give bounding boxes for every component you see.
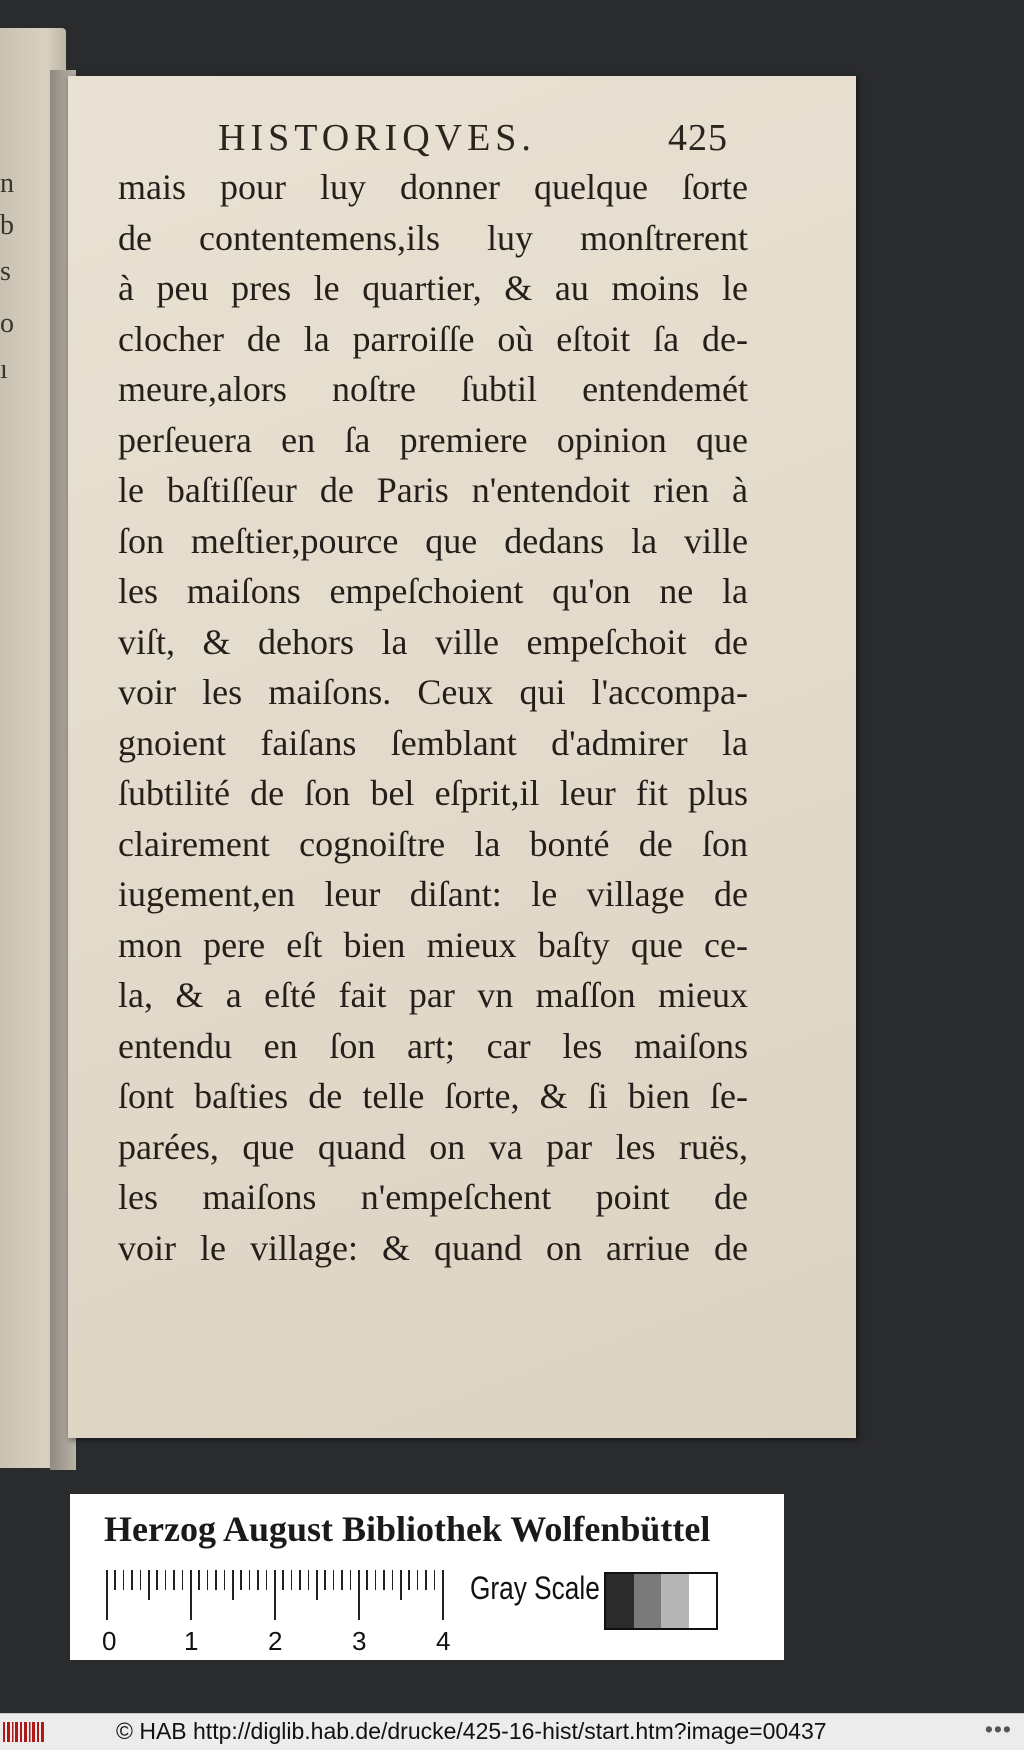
previous-page-fragment: s [0, 256, 11, 287]
ruler-tick [366, 1570, 368, 1590]
footer-bar [0, 1713, 1024, 1750]
gray-scale-swatches [604, 1572, 718, 1630]
page-number: 425 [668, 117, 728, 159]
text-line: entendu en ſon art; car les maiſons [118, 1025, 748, 1066]
ruler-tick [215, 1570, 217, 1590]
text-line: ſon meſtier,pource que dedans la ville [118, 520, 748, 561]
running-head [148, 116, 728, 162]
library-name: Herzog August Bibliothek Wolfenbüttel [104, 1509, 711, 1549]
ruler-tick [123, 1570, 125, 1590]
ruler-tick [358, 1570, 360, 1620]
ruler-tick [308, 1570, 310, 1590]
text-line: les maiſons n'empeſchent point de [118, 1177, 748, 1217]
ruler-tick [375, 1570, 377, 1590]
gray-scale-label: Gray Scale [470, 1570, 600, 1606]
text-line: le baſtiſſeur de Paris n'entendoit rien à [118, 470, 748, 510]
ruler-tick [274, 1570, 276, 1620]
ruler-number: 2 [268, 1626, 283, 1656]
text-line: gnoient faiſans ſemblant d'admirer la [118, 722, 748, 763]
gray-swatch [606, 1574, 634, 1628]
text-line: ſont baſties de telle ſorte, & ſi bien ſe- [118, 1076, 748, 1116]
ruler-tick [114, 1570, 116, 1590]
ruler-tick [156, 1570, 158, 1590]
text-line: la, & a eſté fait par vn maſſon mieux [118, 975, 748, 1015]
ruler-tick [282, 1570, 284, 1590]
copyright-url[interactable]: © HAB http://diglib.hab.de/drucke/425-16-hist/start.htm?image=00437 [116, 1718, 827, 1744]
ruler-tick [148, 1570, 150, 1600]
text-line: perſeuera en ſa premiere opinion que [118, 419, 748, 460]
text-line: mais pour luy donner quelque ſorte [118, 167, 748, 207]
ruler-tick [434, 1570, 436, 1590]
ruler-number: 0 [102, 1626, 117, 1656]
ruler-tick [165, 1570, 167, 1590]
ruler-tick [198, 1570, 200, 1590]
ruler-tick [291, 1570, 293, 1590]
text-line: à peu pres le quartier, & au moins le [118, 268, 748, 308]
archive-label [70, 1494, 784, 1660]
gray-swatch [689, 1574, 717, 1628]
ruler-tick [341, 1570, 343, 1590]
ruler-tick [224, 1570, 226, 1590]
ruler-tick [173, 1570, 175, 1590]
text-line: viſt, & dehors la ville empeſchoit de [118, 621, 748, 662]
ruler-tick [417, 1570, 419, 1590]
ruler-tick [392, 1570, 394, 1590]
text-line: clairement cognoiſtre la bonté de ſon [118, 823, 748, 864]
text-line: meure,alors noſtre ſubtil entendemét [118, 369, 748, 409]
ruler-tick [249, 1570, 251, 1590]
ruler-tick [442, 1570, 444, 1620]
gray-swatch [634, 1574, 662, 1628]
page-body-text [118, 162, 748, 1273]
ruler-tick [190, 1570, 192, 1620]
ruler-tick [408, 1570, 410, 1590]
ruler-tick [131, 1570, 133, 1590]
text-line: de contentemens,ils luy monſtrerent [118, 217, 748, 258]
previous-page-fragment: ı [0, 354, 8, 385]
previous-page-fragment: b [0, 210, 14, 241]
previous-page-fragment: o [0, 308, 14, 339]
ruler-number: 3 [352, 1626, 367, 1656]
text-line: iugement,en leur diſant: le village de [118, 874, 748, 914]
ruler-tick [232, 1570, 234, 1600]
more-dots-icon[interactable]: ••• [984, 1716, 1012, 1742]
ruler-tick [257, 1570, 259, 1590]
ruler-tick [140, 1570, 142, 1590]
ruler-tick [350, 1570, 352, 1590]
text-line: voir le village: & quand on arriue de [118, 1227, 748, 1268]
ruler-tick [266, 1570, 268, 1590]
ruler-tick [182, 1570, 184, 1590]
gray-swatch [661, 1574, 689, 1628]
ruler-tick [425, 1570, 427, 1590]
previous-page-fragment: n [0, 168, 14, 199]
ruler-tick [383, 1570, 385, 1590]
ruler-tick [324, 1570, 326, 1590]
running-title: HISTORIQVES. [218, 117, 536, 159]
ruler-tick [316, 1570, 318, 1600]
text-line: les maiſons empeſchoient qu'on ne la [118, 571, 748, 611]
scale-ruler [102, 1570, 456, 1656]
ruler-number: 1 [184, 1626, 199, 1656]
ruler-tick [106, 1570, 108, 1620]
text-line: ſubtilité de ſon bel eſprit,il leur fit plus [118, 773, 748, 813]
ruler-tick [400, 1570, 402, 1600]
ruler-tick [299, 1570, 301, 1590]
text-line: clocher de la parroiſſe où eſtoit ſa de- [118, 318, 748, 359]
ruler-tick [240, 1570, 242, 1590]
ruler-tick [207, 1570, 209, 1590]
ruler-number: 4 [436, 1626, 451, 1656]
text-line: mon pere eſt bien mieux baſty que ce- [118, 924, 748, 965]
ruler-tick [333, 1570, 335, 1590]
text-line: parées, que quand on va par les ruës, [118, 1126, 748, 1167]
hab-barcode-logo-icon[interactable] [2, 1720, 46, 1744]
text-line: voir les maiſons. Ceux qui l'accompa- [118, 672, 748, 712]
